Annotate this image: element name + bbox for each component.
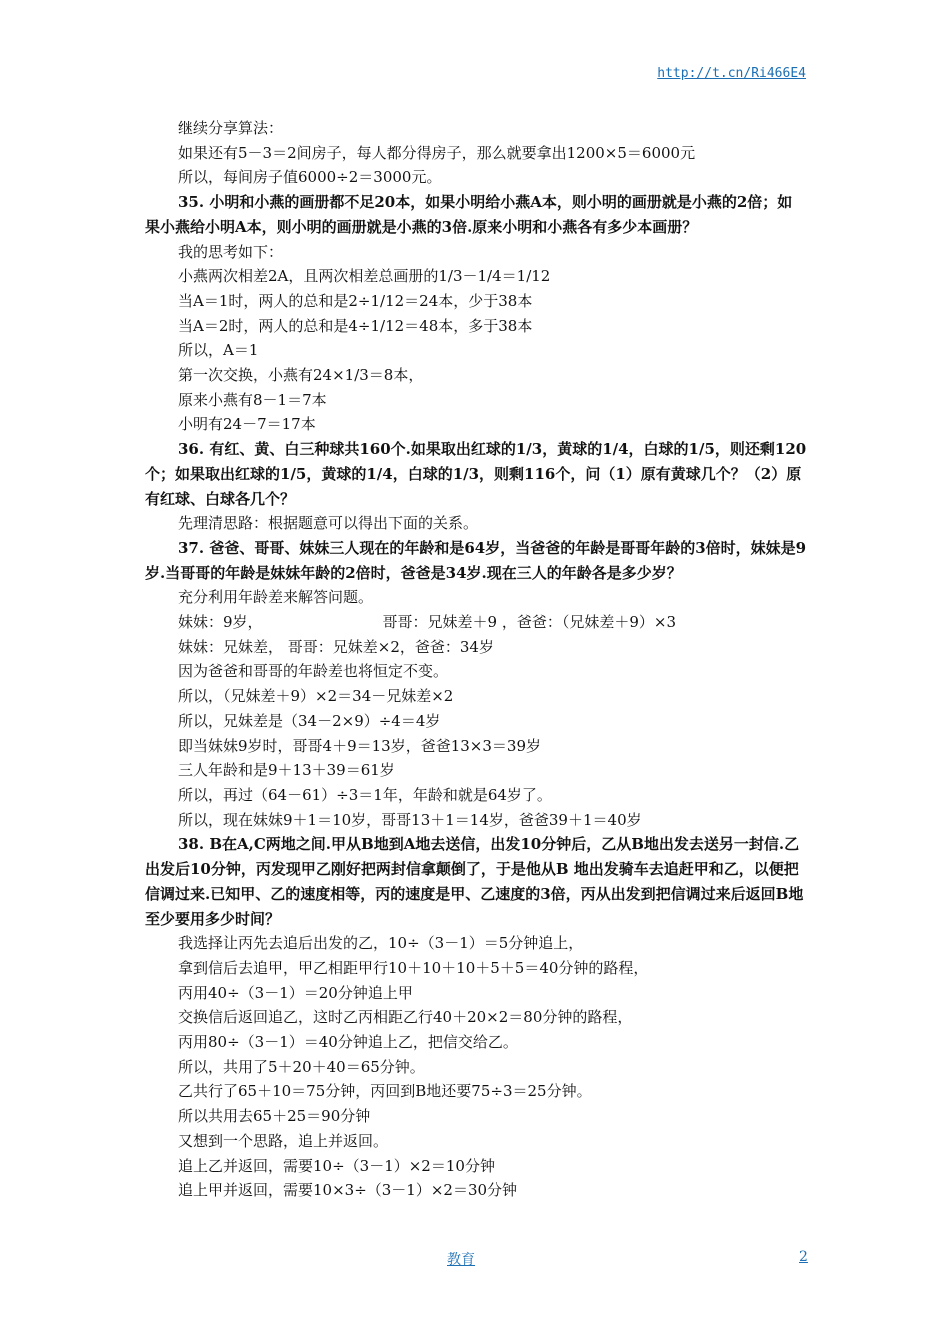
text-line: 充分利用年龄差来解答问题。 [178, 588, 374, 607]
text-line: 当A＝1时，两人的总和是2÷1/12＝24本，少于38本 [178, 291, 533, 310]
text-line: 丙用80÷（3－1）＝40分钟追上乙，把信交给乙。 [178, 1033, 518, 1052]
question-36: 36. 有红、黄、白三种球共160个.如果取出红球的1/3，黄球的1/4，白球的1/5，则还剩120个；如果取出红球的1/5，黄球的1/4，白球的1/3，则剩116个，问（1）原有黄球几个？（2）原有红球、白球各几个？ [145, 440, 807, 508]
page-number[interactable]: 2 [799, 1249, 808, 1265]
question-37: 37. 爸爸、哥哥、妹妹三人现在的年龄和是64岁，当爸爸的年龄是哥哥年龄的3倍时，妹妹是9岁.当哥哥的年龄是妹妹年龄的2倍时，爸爸是34岁.现在三人的年龄各是多少岁？ [145, 538, 807, 582]
text-line: 乙共行了65＋10＝75分钟，丙回到B地还要75÷3＝25分钟。 [178, 1082, 592, 1101]
text-line: 所以，再过（64－61）÷3＝1年，年龄和就是64岁了。 [178, 785, 552, 804]
text-line: 所以，兄妹差是（34－2×9）÷4＝4岁 [178, 711, 441, 730]
text-line: 丙用40÷（3－1）＝20分钟追上甲 [178, 983, 413, 1002]
text-line: 追上甲并返回，需要10×3÷（3－1）×2＝30分钟 [178, 1181, 518, 1200]
text-line: 先理清思路：根据题意可以得出下面的关系。 [178, 514, 479, 533]
text-line: 所以，共用了5＋20＋40＝65分钟。 [178, 1057, 425, 1076]
text-line: 原来小燕有8－1＝7本 [178, 390, 327, 409]
footer-link[interactable]: 教育 [447, 1252, 475, 1268]
text-line: 所以，现在妹妹9＋1＝10岁，哥哥13＋1＝14岁，爸爸39＋1＝40岁 [178, 810, 642, 829]
text-line: 小燕两次相差2A，且两次相差总画册的1/3－1/4＝1/12 [178, 267, 551, 286]
header-url-link[interactable]: http://t.cn/Ri466E4 [657, 66, 806, 81]
text-line: 追上乙并返回，需要10÷（3－1）×2＝10分钟 [178, 1156, 495, 1175]
text-line: 因为爸爸和哥哥的年龄差也将恒定不变。 [178, 662, 449, 681]
question-35: 35. 小明和小燕的画册都不足20本，如果小明给小燕A本，则小明的画册就是小燕的2倍；如果小燕给小明A本，则小明的画册就是小燕的3倍.原来小明和小燕各有多少本画册？ [145, 193, 793, 236]
text-line: 妹妹：兄妹差， 哥哥：兄妹差×2，爸爸：34岁 [178, 637, 494, 656]
text-line: 当A＝2时，两人的总和是4÷1/12＝48本，多于38本 [178, 316, 533, 335]
text-line: 拿到信后去追甲，甲乙相距甲行10＋10＋10＋5＋5＝40分钟的路程， [178, 958, 649, 977]
text-line: 如果还有5－3＝2间房子，每人都分得房子，那么就要拿出1200×5＝6000元 [178, 143, 696, 162]
text-line: 我选择让丙先去追后出发的乙，10÷（3－1）＝5分钟追上， [178, 934, 584, 953]
text-line: 第一次交换，小燕有24×1/3＝8本， [178, 366, 424, 385]
question-38: 38. B在A,C两地之间.甲从B地到A地去送信，出发10分钟后，乙从B地出发去送另一封信.乙出发后10分钟，丙发现甲乙刚好把两封信拿颠倒了，于是他从B 地出发骑车去追赶甲和乙，以便把信调过来.已知甲、乙的速度相等，丙的速度是甲、乙速度的3倍，丙从出发到把信调过来后返回B地至少要用多少时间？ [145, 835, 804, 928]
text-line: 即当妹妹9岁时，哥哥4＋9＝13岁，爸爸13×3＝39岁 [178, 736, 542, 755]
document-body [145, 116, 807, 1203]
text-line: 继续分享算法： [178, 119, 284, 137]
text-line: 所以共用去65＋25＝90分钟 [178, 1107, 371, 1126]
text-line: 又想到一个思路，追上并返回。 [178, 1131, 389, 1150]
text-line: 所以，每间房子值6000÷2＝3000元。 [178, 168, 442, 187]
text-line: 所以，（兄妹差＋9）×2＝34－兄妹差×2 [178, 687, 454, 706]
text-line: 我的思考如下： [178, 242, 284, 261]
text-line: 三人年龄和是9＋13＋39＝61岁 [178, 761, 395, 780]
text-line: 小明有24－7＝17本 [178, 415, 316, 434]
text-segment: 妹妹：9岁， [178, 613, 263, 632]
text-line: 交换信后返回追乙，这时乙丙相距乙行40＋20×2＝80分钟的路程， [178, 1008, 633, 1027]
text-line: 所以，A＝1 [178, 341, 259, 360]
text-line [145, 610, 807, 635]
text-segment: 哥哥：兄妹差＋9 ，爸爸：（兄妹差＋9）×3 [382, 613, 677, 632]
